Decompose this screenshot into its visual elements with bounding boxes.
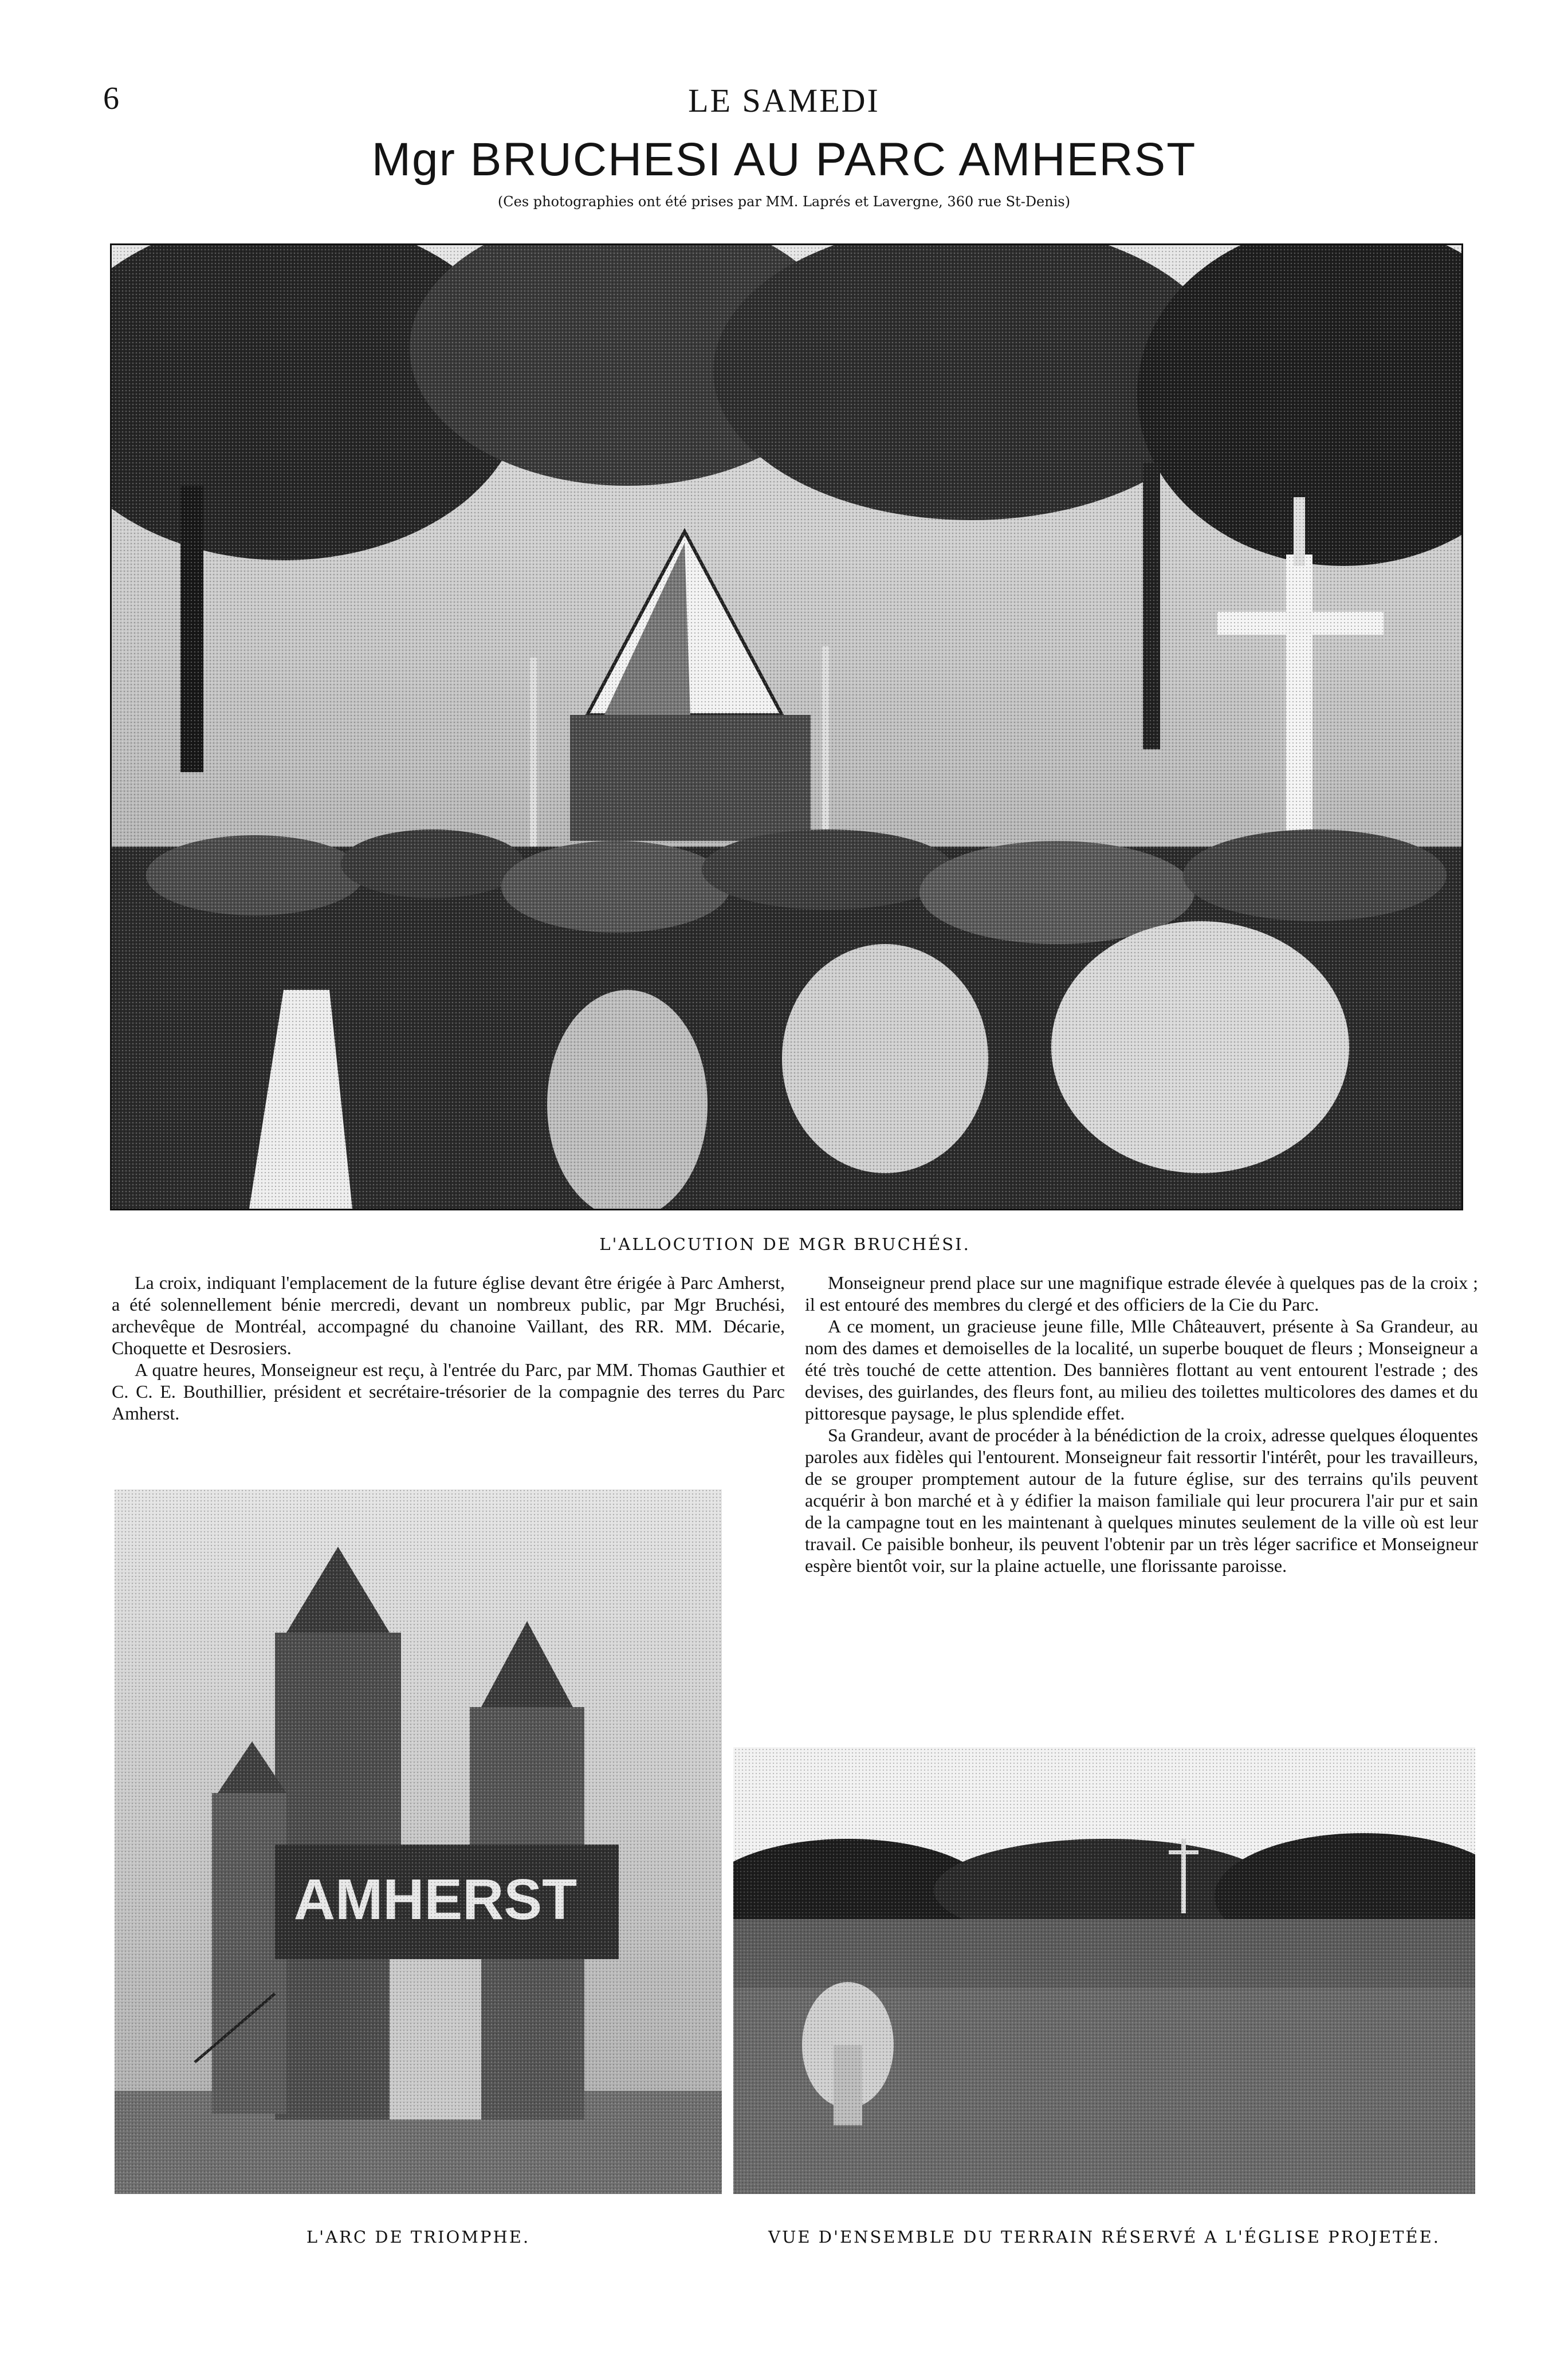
paragraph: A quatre heures, Monseigneur est reçu, à l'entrée du Parc, par MM. Thomas Gauthier et C. C. E. Bouthillier, président et secrétaire-trésorier de la compagnie des terres du Parc Amherst.	[112, 1359, 785, 1424]
main-photo	[110, 243, 1463, 1210]
field-photo-caption: VUE D'ENSEMBLE DU TERRAIN RÉSERVÉ A L'ÉGLISE PROJETÉE.	[768, 2227, 1440, 2247]
page-title: Mgr BRUCHESI AU PARC AMHERST	[371, 133, 1197, 186]
article-column-left	[112, 1272, 785, 1424]
arch-photo	[115, 1489, 722, 2194]
page-number: 6	[103, 81, 119, 116]
running-head: LE SAMEDI	[688, 82, 880, 119]
crowd-with-umbrellas-photo	[112, 245, 1461, 1209]
field-photo	[733, 1747, 1475, 2194]
paragraph: La croix, indiquant l'emplacement de la future église devant être érigée à Parc Amherst, a été solennellement bénie mercredi, devant un nombreux public, par Mgr Bruchési, archevêque de Montréal, accompagné du chanoine Vaillant, des RR. MM. Décarie, Choquette et Desrosiers.	[112, 1272, 785, 1358]
arch-photo-caption: L'ARC DE TRIOMPHE.	[306, 2227, 530, 2247]
photo-credit: (Ces photographies ont été prises par MM. Laprés et Lavergne, 360 rue St-Denis)	[497, 194, 1071, 210]
paragraph: Sa Grandeur, avant de procéder à la bénédiction de la croix, adresse quelques éloquentes paroles aux fidèles qui l'entourent. Monseigneur fait ressortir l'intérêt, pour les travailleurs, de se grouper promptement autour de la future église, sur des terrains qu'ils peuvent acquérir à bon marché et à y édifier la maison familiale qui leur procurera l'air pur et sain de la campagne tout en les maintenant à quelques minutes seulement de la ville où est leur travail. Ce paisible bonheur, ils peuvent l'obtenir par un très léger sacrifice et Monseigneur espère bientôt voir, sur la plaine actuelle, une florissante paroisse.	[805, 1425, 1478, 1576]
main-photo-caption: L'ALLOCUTION DE MGR BRUCHÉSI.	[599, 1234, 970, 1254]
paragraph: A ce moment, un gracieuse jeune fille, Mlle Châteauvert, présente à Sa Grandeur, au nom des dames et demoiselles de la localité, un superbe bouquet de fleurs ; Monseigneur a été très touché de cette attention. Des bannières flottant au vent entourent l'estrade ; des devises, des guirlandes, des fleurs font, au milieu des toilettes multicolores des dames et du pittoresque paysage, le plus splendide effet.	[805, 1316, 1478, 1424]
paragraph: Monseigneur prend place sur une magnifique estrade élevée à quelques pas de la croix ; il est entouré des membres du clergé et des officiers de la Cie du Parc.	[805, 1272, 1478, 1315]
triumphal-arch-photo	[115, 1489, 722, 2194]
article-column-right	[805, 1272, 1478, 1576]
park-field-photo	[733, 1747, 1475, 2194]
